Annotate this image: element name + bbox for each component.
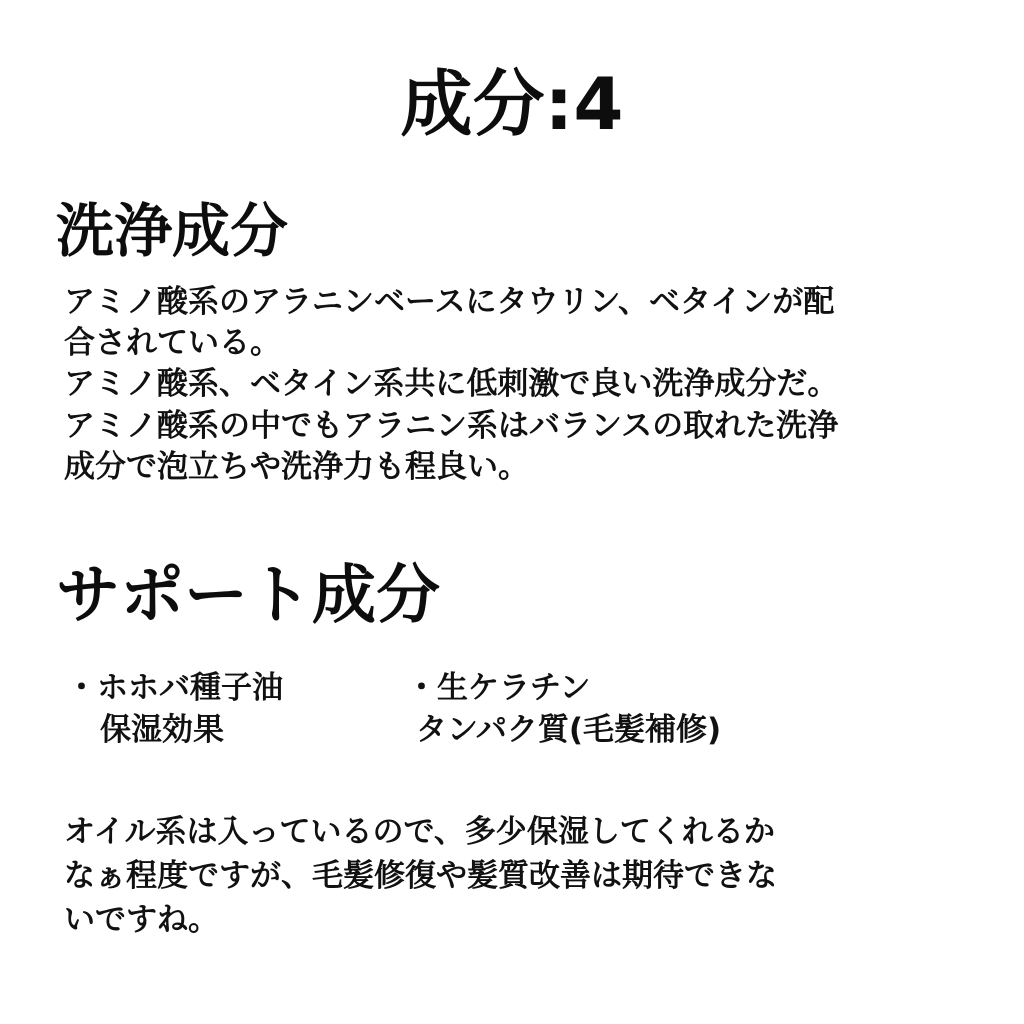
section-heading-support: サポート成分 — [56, 559, 440, 634]
ingredient-note: 保湿効果 — [100, 711, 224, 748]
body-line: アミノ酸系、ベタイン系共に低刺激で良い洗浄成分だ。 — [64, 366, 839, 403]
ingredient-name: ・ホホバ種子油 — [66, 670, 283, 707]
section-closing-text — [0, 752, 1024, 942]
section-body-wash — [0, 260, 1024, 488]
body-line: 合されている。 — [64, 325, 281, 362]
ingredient-note: タンパク質(毛髪補修) — [416, 711, 722, 748]
body-line: いですね。 — [64, 901, 219, 938]
body-line: なぁ程度ですが、毛髪修復や髪質改善は期待できな — [64, 857, 777, 894]
body-line: 成分で泡立ちや洗浄力も程良い。 — [64, 448, 529, 485]
ingredient-name: ・生ケラチン — [406, 670, 591, 707]
page-title: 成分:4 — [400, 62, 624, 146]
list-item — [66, 668, 406, 752]
body-line: アミノ酸系のアラニンベースにタウリン、ベタインが配 — [64, 284, 835, 320]
body-line: アミノ酸系の中でもアラニン系はバランスの取れた洗浄 — [64, 407, 839, 444]
ingredient-list — [0, 628, 1024, 752]
list-item — [406, 668, 721, 752]
body-line: オイル系は入っているので、多少保湿してくれるか — [64, 813, 775, 850]
section-heading-wash: 洗浄成分 — [56, 197, 289, 265]
